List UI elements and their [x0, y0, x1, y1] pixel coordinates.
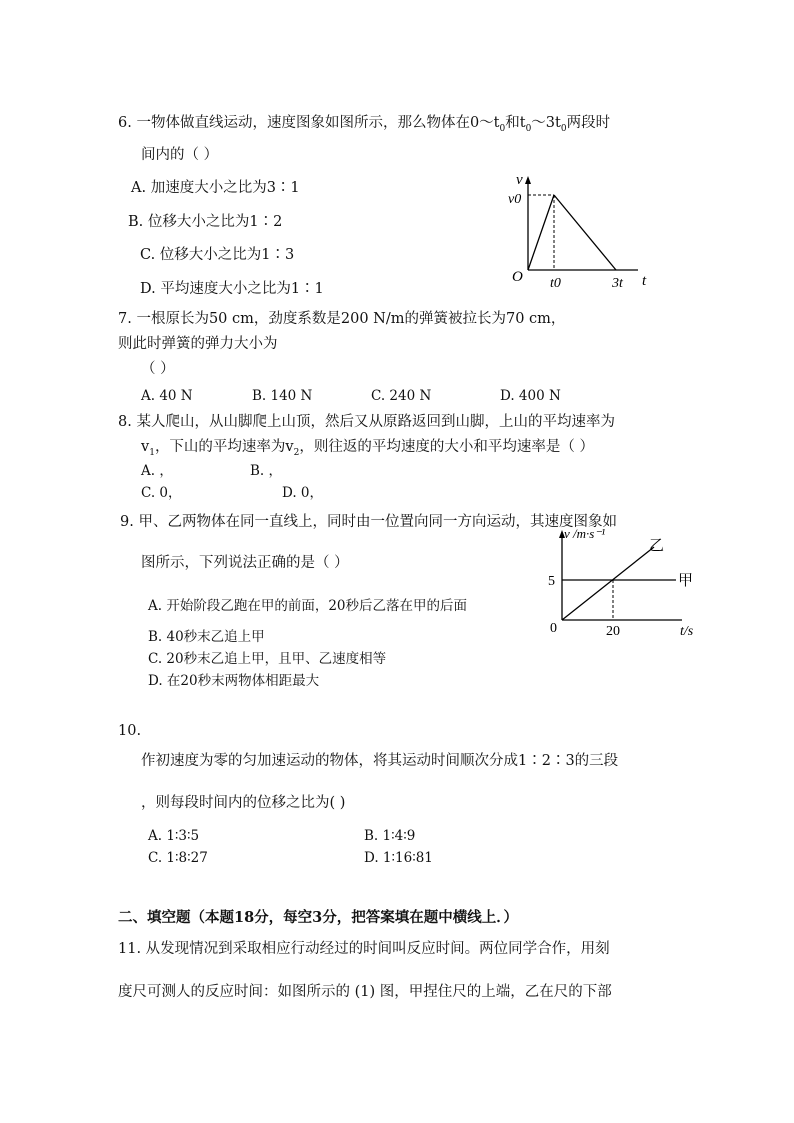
- q6-rise-line: [528, 195, 554, 270]
- q9-option-d: D. 在20秒末两物体相距最大: [148, 673, 320, 689]
- q6-option-c: C. 位移大小之比为1∶3: [140, 247, 295, 263]
- q6-stem-line1: 6. 一物体做直线运动，速度图象如图所示，那么物体在$0\sim t_0$和$t_0\sim 3t_0$两段时: [118, 115, 611, 134]
- q10-option-b: B. 1∶4∶9: [364, 828, 416, 844]
- q9-zero-label: 0: [550, 621, 557, 636]
- q6-t0-label: t0: [550, 276, 561, 291]
- q11-line1: 11. 从发现情况到采取相应行动经过的时间叫反应时间。两位同学合作，用刻: [118, 941, 610, 957]
- q9-t-label: t/s: [680, 624, 694, 639]
- q7-line3: （ ）: [141, 361, 175, 377]
- q7-option-d: D. 400 N: [500, 388, 561, 404]
- q6-t-label: t: [642, 273, 647, 289]
- q8-option-d: D. 0，: [282, 485, 324, 501]
- q9-vt-graph: [542, 522, 710, 642]
- q9-yi-line: [562, 547, 654, 620]
- q10-option-a: A. 1∶3∶5: [148, 828, 200, 844]
- q9-twenty-label: 20: [606, 624, 620, 639]
- q8-line1: 8. 某人爬山，从山脚爬上山顶，然后又从原路返回到山脚，上山的平均速率为: [118, 414, 615, 430]
- q10-option-c: C. 1∶8∶27: [148, 850, 208, 866]
- q10-line2: ，则每段时间内的位移之比为( ): [141, 795, 346, 811]
- q9-line1: 9. 甲、乙两物体在同一直线上，同时由一位置向同一方向运动，其速度图象如: [120, 514, 617, 530]
- q8-option-c: C. 0，: [141, 485, 182, 501]
- q8-line2: $v_1$，下山的平均速率为$v_2$，则往返的平均速度的大小和平均速率是（ ）: [141, 439, 594, 458]
- q10-line1: 作初速度为零的匀加速运动的物体，将其运动时间顺次分成1∶2∶3的三段: [141, 753, 619, 769]
- q7-option-c: C. 240 N: [371, 388, 432, 404]
- q7-option-a: A. 40 N: [141, 388, 193, 404]
- q8-option-b: B. ，: [250, 463, 283, 479]
- q6-stem-line2: 间内的（ ）: [141, 147, 219, 163]
- q6-v-axis-arrow: [525, 176, 531, 184]
- q6-option-d: D. 平均速度大小之比为1∶1: [140, 281, 324, 297]
- q9-jia-label: 甲: [678, 573, 694, 589]
- q7-option-b: B. 140 N: [252, 388, 313, 404]
- q6-fall-line: [554, 195, 616, 270]
- q9-five-label: 5: [548, 574, 555, 589]
- q11-line2: 度尺可测人的反应时间：如图所示的 (1) 图，甲捏住尺的上端，乙在尺的下部: [118, 984, 612, 1000]
- q6-option-b: B. 位移大小之比为1∶2: [128, 214, 283, 230]
- q10-option-d: D. 1∶16∶81: [364, 850, 433, 866]
- q7-line2: 则此时弹簧的弹力大小为: [118, 336, 278, 352]
- q10-number: 10.: [118, 723, 142, 739]
- q6-3t-label: 3t: [612, 276, 623, 291]
- q6-v0-label: v0: [508, 192, 522, 207]
- q8-option-a: A. ，: [141, 463, 173, 479]
- q9-line2: 图所示，下列说法正确的是（ ）: [141, 555, 349, 571]
- q9-v-label: v /m·s⁻¹: [564, 526, 606, 541]
- q6-origin-label: O: [512, 269, 523, 285]
- q9-yi-label: 乙: [649, 538, 665, 554]
- q7-line1: 7. 一根原长为50 cm，劲度系数是200 N/m的弹簧被拉长为70 cm，: [118, 311, 566, 327]
- q6-v-label: v: [516, 172, 523, 188]
- q6-vt-graph: [498, 168, 658, 292]
- q9-option-a: A. 开始阶段乙跑在甲的前面，20秒后乙落在甲的后面: [148, 598, 468, 614]
- section2-heading: 二、填空题（本题18分，每空3分，把答案填在题中横线上．）: [118, 909, 519, 926]
- q9-option-b: B. 40秒末乙追上甲: [148, 629, 265, 645]
- q6-option-a: A. 加速度大小之比为3∶1: [131, 180, 300, 196]
- q9-option-c: C. 20秒末乙追上甲，且甲、乙速度相等: [148, 651, 387, 667]
